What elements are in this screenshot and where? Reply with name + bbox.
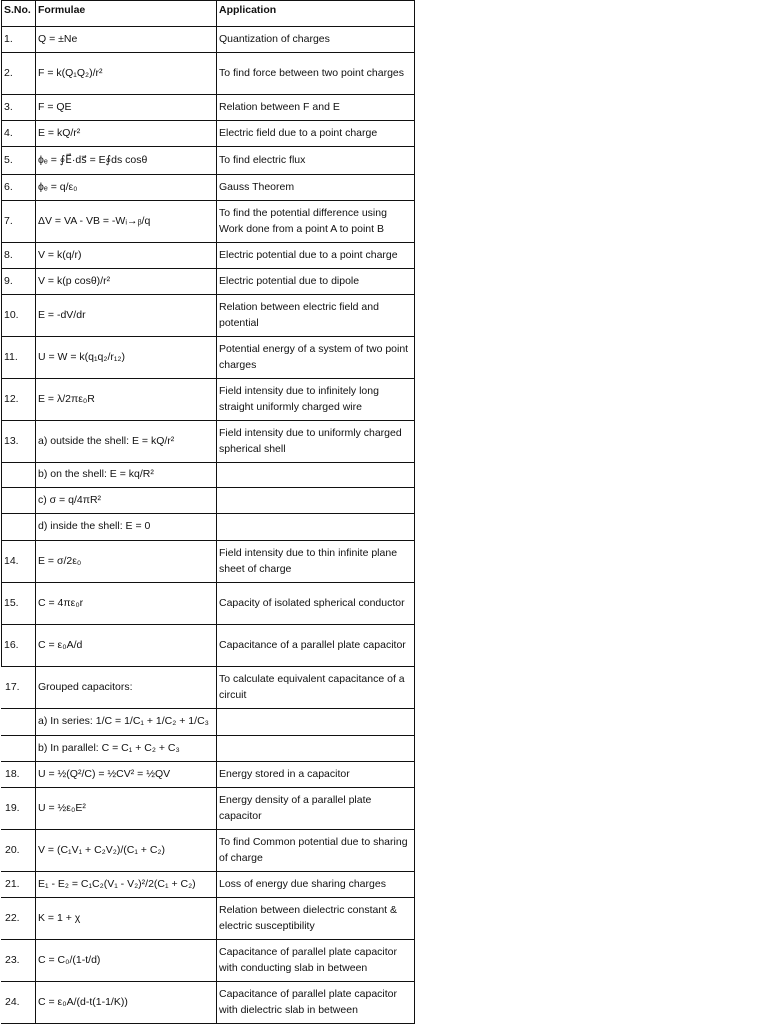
- application-cell: [216, 709, 415, 735]
- application-cell: Capacity of isolated spherical conductor: [216, 583, 415, 624]
- table-row: [1, 514, 415, 541]
- row-number: 24.: [5, 995, 20, 1008]
- formula-cell: ϕₑ = q/ε₀: [35, 175, 216, 200]
- application-cell: [216, 463, 415, 487]
- row-number: 14.: [1, 541, 35, 582]
- row-number: 21.: [5, 877, 20, 890]
- formula-cell: a) In series: 1/C = 1/C₁ + 1/C₂ + 1/C₃: [35, 709, 216, 735]
- row-number: 9.: [1, 269, 35, 294]
- formula-cell: a) outside the shell: E = kQ/r²: [35, 421, 216, 462]
- table-row: [1, 95, 415, 121]
- table-row: [1, 541, 415, 583]
- header-sno: S.No.: [1, 1, 35, 26]
- application-cell: Relation between dielectric constant & electric susceptibility: [216, 898, 415, 939]
- row-number: 11.: [1, 337, 35, 378]
- application-cell: Potential energy of a system of two point charges: [216, 337, 415, 378]
- row-number: 5.: [1, 147, 35, 174]
- table-row: [1, 583, 415, 625]
- application-cell: Electric field due to a point charge: [216, 121, 415, 146]
- row-number: [1, 463, 35, 487]
- table-row: [1, 463, 415, 488]
- table-row: [1, 898, 415, 940]
- row-number: 22.: [5, 911, 20, 924]
- formula-cell: E = kQ/r²: [35, 121, 216, 146]
- row-number: 3.: [1, 95, 35, 120]
- row-number: 12.: [1, 379, 35, 420]
- formula-cell: ΔV = VA - VB = -Wᵢ→ᵦ/q: [35, 201, 216, 242]
- row-number: 15.: [1, 583, 35, 624]
- table-body: [1, 27, 415, 1024]
- row-number: 6.: [1, 175, 35, 200]
- table-row: [1, 175, 415, 201]
- formula-cell: E = λ/2πε₀R: [35, 379, 216, 420]
- formula-cell: C = C₀/(1-t/d): [35, 940, 216, 981]
- formula-cell: V = (C₁V₁ + C₂V₂)/(C₁ + C₂): [35, 830, 216, 871]
- row-number: 13.: [1, 421, 35, 462]
- row-number: 23.: [5, 953, 20, 966]
- row-number: 8.: [1, 243, 35, 268]
- application-cell: Electric potential due to dipole: [216, 269, 415, 294]
- application-cell: Electric potential due to a point charge: [216, 243, 415, 268]
- table-row: [1, 243, 415, 269]
- formula-cell: E = -dV/dr: [35, 295, 216, 336]
- application-cell: Loss of energy due sharing charges: [216, 872, 415, 897]
- row-number: 4.: [1, 121, 35, 146]
- formula-cell: ϕₑ = ∮E⃗·ds⃗ = E∮ds cosθ: [35, 147, 216, 174]
- row-number: [1, 514, 35, 540]
- formula-cell: b) on the shell: E = kq/R²: [35, 463, 216, 487]
- table-row: [1, 940, 415, 982]
- table-row: [1, 379, 415, 421]
- table-row: [1, 421, 415, 463]
- application-cell: Capacitance of parallel plate capacitor with dielectric slab in between: [216, 982, 415, 1023]
- formula-cell: Q = ±Ne: [35, 27, 216, 52]
- formula-cell: b) In parallel: C = C₁ + C₂ + C₃: [35, 736, 216, 761]
- formula-cell: C = 4πε₀r: [35, 583, 216, 624]
- row-number: 7.: [1, 201, 35, 242]
- table-row: [1, 27, 415, 53]
- table-row: [1, 147, 415, 175]
- table-row: [1, 762, 415, 788]
- formula-cell: U = ½(Q²/C) = ½CV² = ½QV: [35, 762, 216, 787]
- table-row: [1, 982, 415, 1024]
- table-row: [1, 488, 415, 514]
- application-cell: Energy density of a parallel plate capacitor: [216, 788, 415, 829]
- row-number: 19.: [5, 801, 20, 814]
- formula-cell: Grouped capacitors:: [35, 667, 216, 708]
- row-number: 20.: [5, 843, 20, 856]
- application-cell: To find Common potential due to sharing of charge: [216, 830, 415, 871]
- application-cell: [216, 488, 415, 513]
- application-cell: Field intensity due to thin infinite plane sheet of charge: [216, 541, 415, 582]
- row-number: 2.: [1, 53, 35, 94]
- application-cell: To find the potential difference using Work done from a point A to point B: [216, 201, 415, 242]
- application-cell: Quantization of charges: [216, 27, 415, 52]
- table-row: [1, 201, 415, 243]
- application-cell: Capacitance of a parallel plate capacitor: [216, 625, 415, 666]
- header-row: [1, 0, 415, 27]
- table-row: [1, 872, 415, 898]
- application-cell: Field intensity due to uniformly charged spherical shell: [216, 421, 415, 462]
- application-cell: To calculate equivalent capacitance of a circuit: [216, 667, 415, 708]
- formula-cell: U = ½ε₀E²: [35, 788, 216, 829]
- formula-cell: K = 1 + χ: [35, 898, 216, 939]
- formula-cell: C = ε₀A/(d-t(1-1/K)): [35, 982, 216, 1023]
- formula-table: [1, 0, 415, 1024]
- application-cell: Relation between F and E: [216, 95, 415, 120]
- table-row: [1, 269, 415, 295]
- row-number: 1.: [1, 27, 35, 52]
- application-cell: Capacitance of parallel plate capacitor with conducting slab in between: [216, 940, 415, 981]
- application-cell: Relation between electric field and potential: [216, 295, 415, 336]
- formula-cell: U = W = k(q₁q₂/r₁₂): [35, 337, 216, 378]
- formula-cell: V = k(q/r): [35, 243, 216, 268]
- table-row: [1, 709, 415, 736]
- table-row: [1, 121, 415, 147]
- application-cell: Gauss Theorem: [216, 175, 415, 200]
- formula-cell: E₁ - E₂ = C₁C₂(V₁ - V₂)²/2(C₁ + C₂): [35, 872, 216, 897]
- application-cell: To find electric flux: [216, 147, 415, 174]
- table-row: [1, 736, 415, 762]
- table-row: [1, 295, 415, 337]
- row-number: 10.: [1, 295, 35, 336]
- application-cell: To find force between two point charges: [216, 53, 415, 94]
- formula-cell: V = k(p cosθ)/r²: [35, 269, 216, 294]
- row-number: [1, 736, 35, 761]
- formula-cell: F = QE: [35, 95, 216, 120]
- row-number: 17.: [5, 680, 20, 693]
- row-number: [1, 709, 35, 735]
- table-row: [1, 625, 415, 667]
- header-formulae: Formulae: [35, 1, 216, 26]
- row-number: [1, 488, 35, 513]
- formula-cell: c) σ = q/4πR²: [35, 488, 216, 513]
- table-row: [1, 53, 415, 95]
- application-cell: Field intensity due to infinitely long straight uniformly charged wire: [216, 379, 415, 420]
- formula-cell: E = σ/2ε₀: [35, 541, 216, 582]
- row-number: 16.: [1, 625, 35, 666]
- table-row: [1, 830, 415, 872]
- application-cell: [216, 514, 415, 540]
- table-row: [1, 788, 415, 830]
- formula-cell: F = k(Q₁Q₂)/r²: [35, 53, 216, 94]
- header-application: Application: [216, 1, 415, 26]
- table-row: [1, 667, 415, 709]
- row-number: 18.: [5, 767, 20, 780]
- table-row: [1, 337, 415, 379]
- formula-cell: C = ε₀A/d: [35, 625, 216, 666]
- application-cell: Energy stored in a capacitor: [216, 762, 415, 787]
- formula-cell: d) inside the shell: E = 0: [35, 514, 216, 540]
- application-cell: [216, 736, 415, 761]
